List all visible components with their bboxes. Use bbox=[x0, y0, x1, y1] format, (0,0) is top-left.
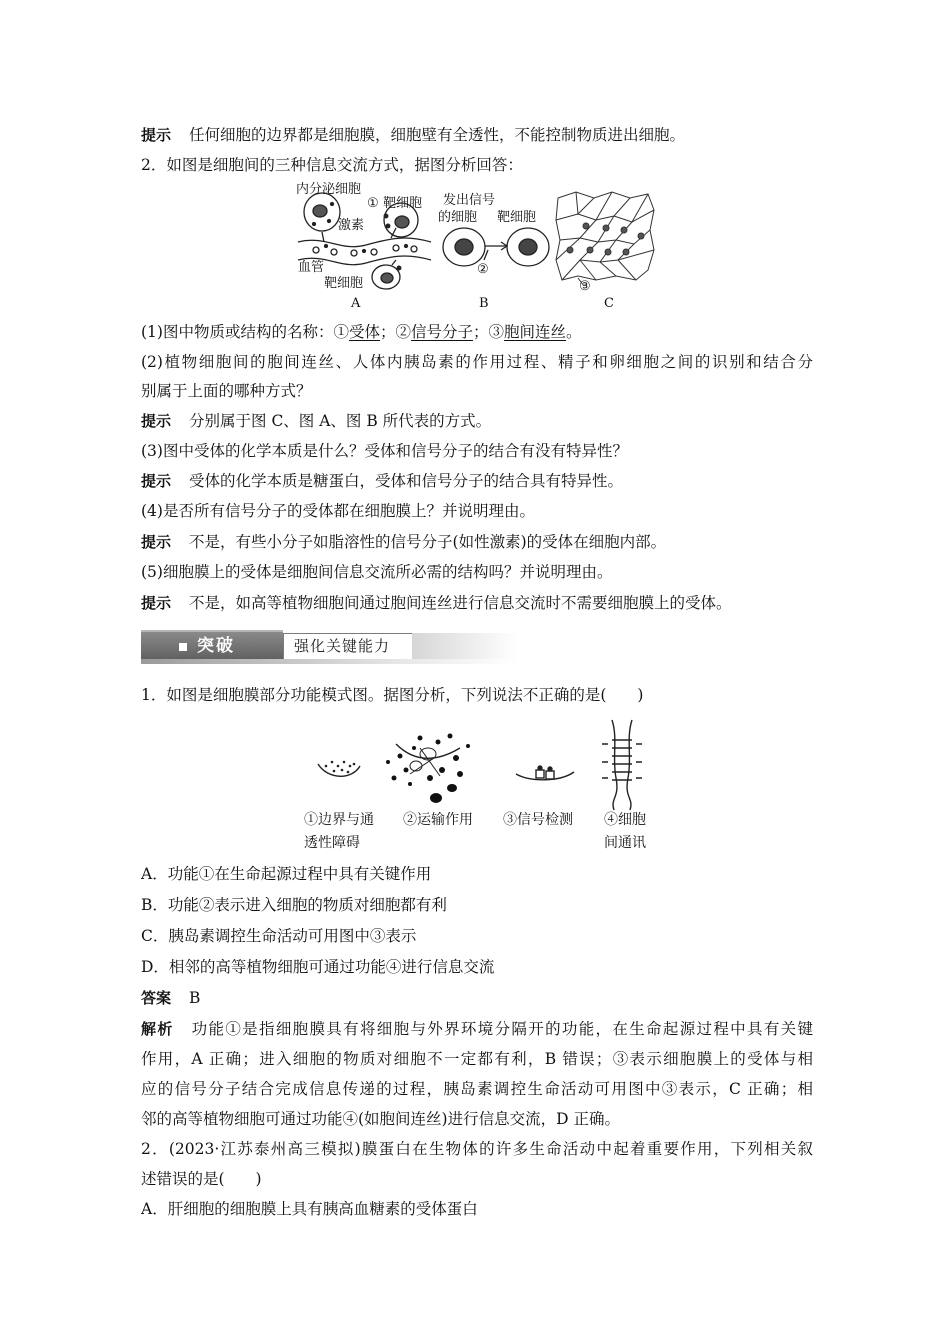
panel-b-diagram bbox=[443, 228, 549, 266]
hint-line-1 bbox=[141, 124, 813, 146]
label-target-cell-top: 靶细胞 bbox=[383, 196, 423, 211]
label-mark-3: ③ bbox=[579, 279, 591, 294]
sub-question-5: (5)细胞膜上的受体是细胞间信息交流所必需的结构吗？并说明理由。 bbox=[141, 563, 613, 581]
banner-square-icon bbox=[179, 643, 187, 651]
question-2-stem-line-1: 2．(2023·江苏泰州高三模拟)膜蛋白在生物体的许多生命活动中起着重要作用，下列相关叙 bbox=[141, 1140, 813, 1158]
label-mark-2: ② bbox=[477, 262, 489, 277]
q1-option-a: A．功能①在生命起源过程中具有关键作用 bbox=[141, 865, 432, 883]
banner-subtitle: 强化关键能力 bbox=[294, 637, 391, 655]
sub-question-2-line-2: 别属于上面的哪种方式？ bbox=[141, 382, 312, 400]
label-endocrine-cell: 内分泌细胞 bbox=[296, 182, 362, 197]
sub-question-2-line-1: (2)植物细胞间的胞间连丝、人体内胰岛素的作用过程、精子和卵细胞之间的识别和结合分 bbox=[141, 353, 813, 371]
label-sender-line-1: 发出信号 bbox=[443, 193, 496, 208]
label-hormone: 激素 bbox=[338, 218, 365, 233]
hint-text: 受体的化学本质是糖蛋白，受体和信号分子的结合具有特异性。 bbox=[189, 472, 624, 490]
label-panel-c: C bbox=[604, 296, 614, 311]
q1-text-g: 。 bbox=[566, 323, 582, 341]
q1-text-e: ；③ bbox=[473, 323, 505, 341]
answer-receptor: 受体 bbox=[348, 323, 380, 341]
answer-keyword: 答案 bbox=[141, 989, 172, 1007]
question-2-stem: 2．如图是细胞间的三种信息交流方式，据图分析回答： bbox=[141, 156, 523, 174]
banner-dark-block bbox=[141, 630, 283, 661]
hint-keyword: 提示 bbox=[141, 126, 172, 144]
sub-question-4: (4)是否所有信号分子的受体都在细胞膜上？并说明理由。 bbox=[141, 502, 535, 520]
fig-label-function-3: ③信号检测 bbox=[503, 812, 573, 828]
function-3-signal-drawing bbox=[516, 766, 574, 780]
analysis-keyword: 解析 bbox=[141, 1020, 174, 1038]
q1-analysis-line-1 bbox=[141, 1018, 813, 1040]
hint-text: 分别属于图 C、图 A、图 B 所代表的方式。 bbox=[189, 412, 492, 430]
label-blood-vessel: 血管 bbox=[298, 260, 325, 275]
sub-question-3: (3)图中受体的化学本质是什么？受体和信号分子的结合有没有特异性？ bbox=[141, 442, 628, 460]
hint-text: 不是，如高等植物细胞间通过胞间连丝进行信息交流时不需要细胞膜上的受体。 bbox=[189, 594, 732, 612]
q1-answer bbox=[141, 987, 813, 1009]
q1-text-c: ；② bbox=[379, 323, 411, 341]
function-2-transport-drawing bbox=[386, 734, 470, 804]
q1-option-b: B．功能②表示进入细胞的物质对细胞都有利 bbox=[141, 896, 447, 914]
membrane-function-figure bbox=[310, 718, 670, 810]
q1-analysis-line-3: 应的信号分子结合完成信息传递的过程，胰岛素调控生命活动可用图中③表示，C 正确；相 bbox=[141, 1080, 813, 1098]
question-2-stem-line-2: 述错误的是( ) bbox=[141, 1170, 262, 1188]
q1-analysis-line-4: 邻的高等植物细胞可通过功能④(如胞间连丝)进行信息交流，D 正确。 bbox=[141, 1110, 620, 1128]
banner-title: 突破 bbox=[197, 636, 235, 656]
hint-keyword: 提示 bbox=[141, 472, 172, 490]
fig-label-function-1-line-1: ①边界与通 bbox=[304, 812, 374, 828]
q2-option-a: A．肝细胞的细胞膜上具有胰高血糖素的受体蛋白 bbox=[141, 1200, 478, 1218]
label-target-cell-bottom: 靶细胞 bbox=[324, 276, 364, 291]
q1-option-d: D．相邻的高等植物细胞可通过功能④进行信息交流 bbox=[141, 958, 495, 976]
answer-signal-molecule: 信号分子 bbox=[411, 323, 474, 341]
fig-label-function-1-line-2: 透性障碍 bbox=[304, 835, 360, 851]
q1-option-c: C．胰岛素调控生命活动可用图中③表示 bbox=[141, 927, 417, 945]
function-4-communication-drawing bbox=[602, 720, 642, 810]
hint-keyword: 提示 bbox=[141, 412, 172, 430]
fig-label-function-2: ②运输作用 bbox=[403, 812, 473, 828]
answer-value: B bbox=[189, 989, 201, 1007]
label-panel-b: B bbox=[479, 296, 489, 311]
label-mark-1: ① bbox=[367, 196, 379, 211]
label-target-cell-b: 靶细胞 bbox=[497, 210, 537, 225]
fig-label-function-4-line-2: 间通讯 bbox=[604, 835, 646, 851]
answer-plasmodesmata: 胞间连丝 bbox=[504, 323, 567, 341]
banner-fade bbox=[412, 633, 517, 659]
hint-line-4 bbox=[141, 531, 813, 553]
question-1-stem: 1．如图是细胞膜部分功能模式图。据图分析，下列说法不正确的是( ) bbox=[141, 686, 644, 704]
label-panel-a: A bbox=[351, 296, 361, 311]
hint-keyword: 提示 bbox=[141, 594, 172, 612]
banner-underline bbox=[141, 659, 517, 664]
q1-analysis-line-2: 作用，A 正确；进入细胞的物质对细胞不一定都有利，B 错误；③表示细胞膜上的受体与相 bbox=[141, 1050, 813, 1068]
hint-line-3 bbox=[141, 470, 813, 492]
panel-c-diagram bbox=[556, 192, 654, 286]
hint-line-5 bbox=[141, 592, 813, 614]
banner-subtitle-box bbox=[283, 633, 413, 660]
hint-keyword: 提示 bbox=[141, 533, 172, 551]
hint-line-2 bbox=[141, 410, 813, 432]
q1-text-a: (1)图中物质或结构的名称：① bbox=[141, 323, 349, 341]
analysis-text-1: 功能①是指细胞膜具有将细胞与外界环境分隔开的功能，在生命起源过程中具有关键 bbox=[191, 1020, 813, 1038]
fig-label-function-4-line-1: ④细胞 bbox=[604, 812, 646, 828]
hint-text: 任何细胞的边界都是细胞膜，细胞壁有全透性，不能控制物质进出细胞。 bbox=[189, 126, 686, 144]
sub-question-1 bbox=[141, 321, 813, 343]
function-1-boundary-drawing bbox=[318, 761, 360, 777]
hint-text: 不是，有些小分子如脂溶性的信号分子(如性激素)的受体在细胞内部。 bbox=[189, 533, 667, 551]
label-sender-line-2: 的细胞 bbox=[438, 210, 478, 225]
section-banner bbox=[141, 630, 517, 664]
